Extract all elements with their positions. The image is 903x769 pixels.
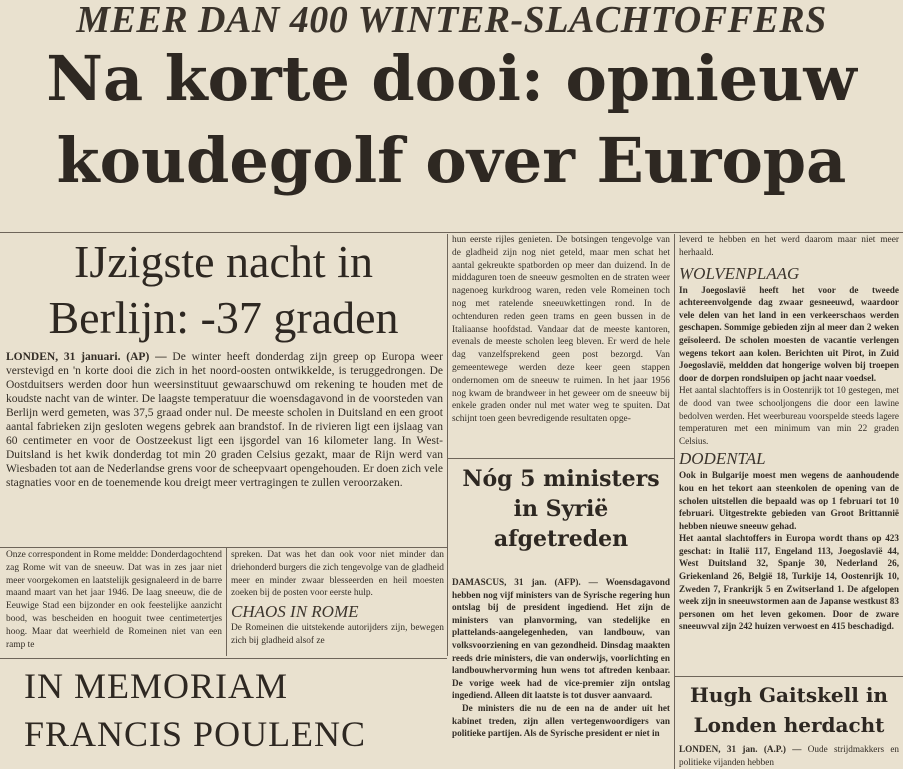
rome-continuation [452,234,670,456]
gaitskell-dateline: LONDEN, 31 jan. (A.P.) — [679,744,802,754]
rome-article-part-1 [6,549,222,657]
wolf-section-title: WOLVENPLAAG [679,263,800,283]
column-rule-left-middle [447,234,448,656]
memoriam-line-1: IN MEMORIAM [24,666,289,706]
column-rule-memoriam-top [0,658,447,659]
column-rule-lead-bottom [0,547,447,548]
syria-body: Woensdagavond hebben nog vijf ministers van de Syrische regering hun ontslag bij de president ingediend. Het zijn de ministers van planvorming, van stedelijke en plattelands-aangelegenheden, van landbouw, van volksvoorziening en van gezondheid. Dinsdag maakten reeds drie ministers, die van onderwijs, voorlichting en landbouwhervorming hun wens tot aftreden kenbaar. De vorige week had de vice-premier zijn ontslag ingediend. Alleen dit laatste is tot dusver aanvaard. [452,577,670,701]
memoriam-block [24,662,444,769]
syria-headline [448,464,674,574]
wolf-body-2: Het aantal slachtoffers is in Oostenrijk tot 10 gestegen, met de dood van twee schooljongens die door een lawine bedolven werden. Het weerbureau voorspelde steeds lagere temperaturen met een minimum van min 22 graden Celsius. [679,385,899,446]
right-column-upper [679,234,899,674]
lead-body: De winter heeft donderdag zijn greep op Europa weer verstevigd en 'n korte dooi die zich in het noord-oosten ontwikkelde, is teruggedrongen. De Oostduitsers werden door hun weersinstituut gewaarschuwd om rekening te houden met de koudste nacht van de winter. De laagste temperatuur die woensdagavond in de voorsteden van Berlijn werd gemeten, was 37,5 graad onder nul. De meeste scholen in Duitsland en een groot aantal fabrieken zijn gesloten wegens gebrek aan brandstof. In de rivieren ligt een ijslaag van 60 centimeter en voor de Oostzeekust ligt een ijsgordel van 16 kilometer lang. In West-Duitsland is het kwik donderdag tot min 20 graden Celsius gezakt, maar de Rijn werd van Wiesbaden tot aan de Nederlandse grens voor de scheepvaart opengehouden. Er doen zich vele stagnaties voor en de toenemende kou dreigt meer vertragingen te zullen veroorzaken. [6,351,443,489]
syria-dateline: DAMASCUS, 31 jan. (AFP). — [452,577,598,587]
column-rule-rome-split [226,548,227,656]
syria-body-2: De ministers die nu de een na de ander uit het kabinet treden, zijn allen vertegenwoordigers van politieke partijen. Als de Syrische president er niet in [452,702,670,739]
rome-section-title: CHAOS IN ROME [231,602,359,622]
rome-continuation-body: hun eerste rijles genieten. De botsingen tengevolge van de gladheid zijn nog niet geteld, maar men schat het aantal gekreukte spatborden op meer dan duizend. In de middaguren toen de sneeuw gesmolten en de straten weer nagenoeg kurkdroog waren, reden vele Romeinen toch nog met ratelende sneeuwkettingen rond. In de ochtenduren reden geen trams en geen bussen in de Italiaanse hoofdstad. Vandaar dat de meeste kantoren, evenals de meeste scholen leeg bleven. Er werd de hele dag vanzelfsprekend geen post bezorgd. Van gemeentewege werden deze keer geen stappen ondernomen om de sneeuw te ruimen. In het jaar 1956 nog kwam de brandweer in het geweer om de sneeuw bij enkele graden onder nul met water weg te spuiten. Dat schijnt toen geen bevredigende resultaten opge- [452,235,670,425]
main-headline-line-1: Na korte dooi: opnieuw [46,42,857,115]
gaitskell-article [679,743,899,769]
rome-article-part-2 [231,549,444,657]
left-subhead-line-2: Berlijn: -37 graden [48,292,399,343]
gaitskell-body: Oude strijdmakkers en politieke vijanden hebben [679,744,899,767]
column-rule-horizontal-top [0,232,903,233]
gaitskell-headline-line-2: Londen herdacht [693,713,885,737]
syria-headline-line-3: afgetreden [493,526,629,552]
lead-article [6,350,443,546]
rome-body-c: De Romeinen die uitstekende autorijders zijn, bewegen zich bij gladheid alsof ze [231,623,444,646]
kicker-headline: MEER DAN 400 WINTER-SLACHTOFFERS [76,0,827,40]
left-subhead-line-1: IJzigste nacht in [74,236,373,287]
syria-headline-line-1: Nóg 5 ministers [462,466,660,492]
syria-headline-line-2: in Syrië [513,496,609,522]
syria-article [452,576,670,769]
lead-dateline: LONDEN, 31 januari. (AP) — [6,351,167,363]
dead-body: Ook in Bulgarije moest men wegens de aanhoudende kou en het tekort aan steenkolen de opening van de scholen uitstellen die bepaald was op 1 februari tot 10 februari. Uitgestrekte gebieden van Groot Brittannië hebben nieuwe sneeuw gehad. [679,470,899,531]
column-rule-syria-top [448,458,674,459]
dead-section-title: DODENTAL [679,449,766,469]
main-headline-line-2: koudegolf over Europa [56,124,847,197]
right-continuation: leverd te hebben en het werd daarom maar niet meer herhaald. [679,235,899,258]
dead-body-2: Het aantal slachtoffers in Europa wordt thans op 423 geschat: in Italië 117, Engeland 113, Joegoslavië 44, West Duitsland 32, Spanje 30, Nederland 26, Griekenland 26, België 18, Turkije 14, Oostenrijk 10, Zweden 7, Frankrijk 5 en Zwitserland 1. De afgelopen week zijn in sneeuwstormen aan de Japanse westkust 83 personen om het leven gekomen. Door de zware sneeuwval zijn 242 huizen verwoest en 415 beschadigd. [679,533,899,632]
rome-body-b: spreken. Dat was het dan ook voor niet minder dan driehonderd burgers die zich tengevolge van de gladheid meer en minder zwaar blesseerden en heil moesten zoeken bij de posten voor eerste hulp. [231,550,444,599]
wolf-body: In Joegoslavië heeft het voor de tweede achtereenvolgende dag zwaar gesneeuwd, waardoor vele delen van het land in een verkeerschaos werden geschapen. Sommige gebieden zijn al meer dan 2 weken geïsoleerd. De scholen moesten de vacantie verlengen wegens tekort aan kolen. Berichten uit Pirot, in Zuid Joegoslavië, meldden dat hongerige wolven bij troepen door de dorpen rondsluipen op jacht naar voedsel. [679,284,899,383]
column-rule-gaitskell-top [675,676,903,677]
rome-body-a: Onze correspondent in Rome meldde: Donderdagochtend zag Rome wit van de sneeuw. Dat was in zes jaar niet meer voorgekomen en laatstelijk gesignaleerd in de barre maand maart van het jaar 1946. De laag sneeuw, die de Eeuwige Stad een bijzonder en ook feestelijke aanzicht bood, was bescheiden en hooguit twee centimetertjes hoog. Maar dat weerhield de Romeinen niet van een ramp te [6,550,222,650]
left-subhead [0,234,447,348]
memoriam-line-2: FRANCIS POULENC [24,714,367,754]
gaitskell-headline [675,680,903,742]
main-headline [0,40,903,230]
gaitskell-headline-line-1: Hugh Gaitskell in [690,683,888,707]
